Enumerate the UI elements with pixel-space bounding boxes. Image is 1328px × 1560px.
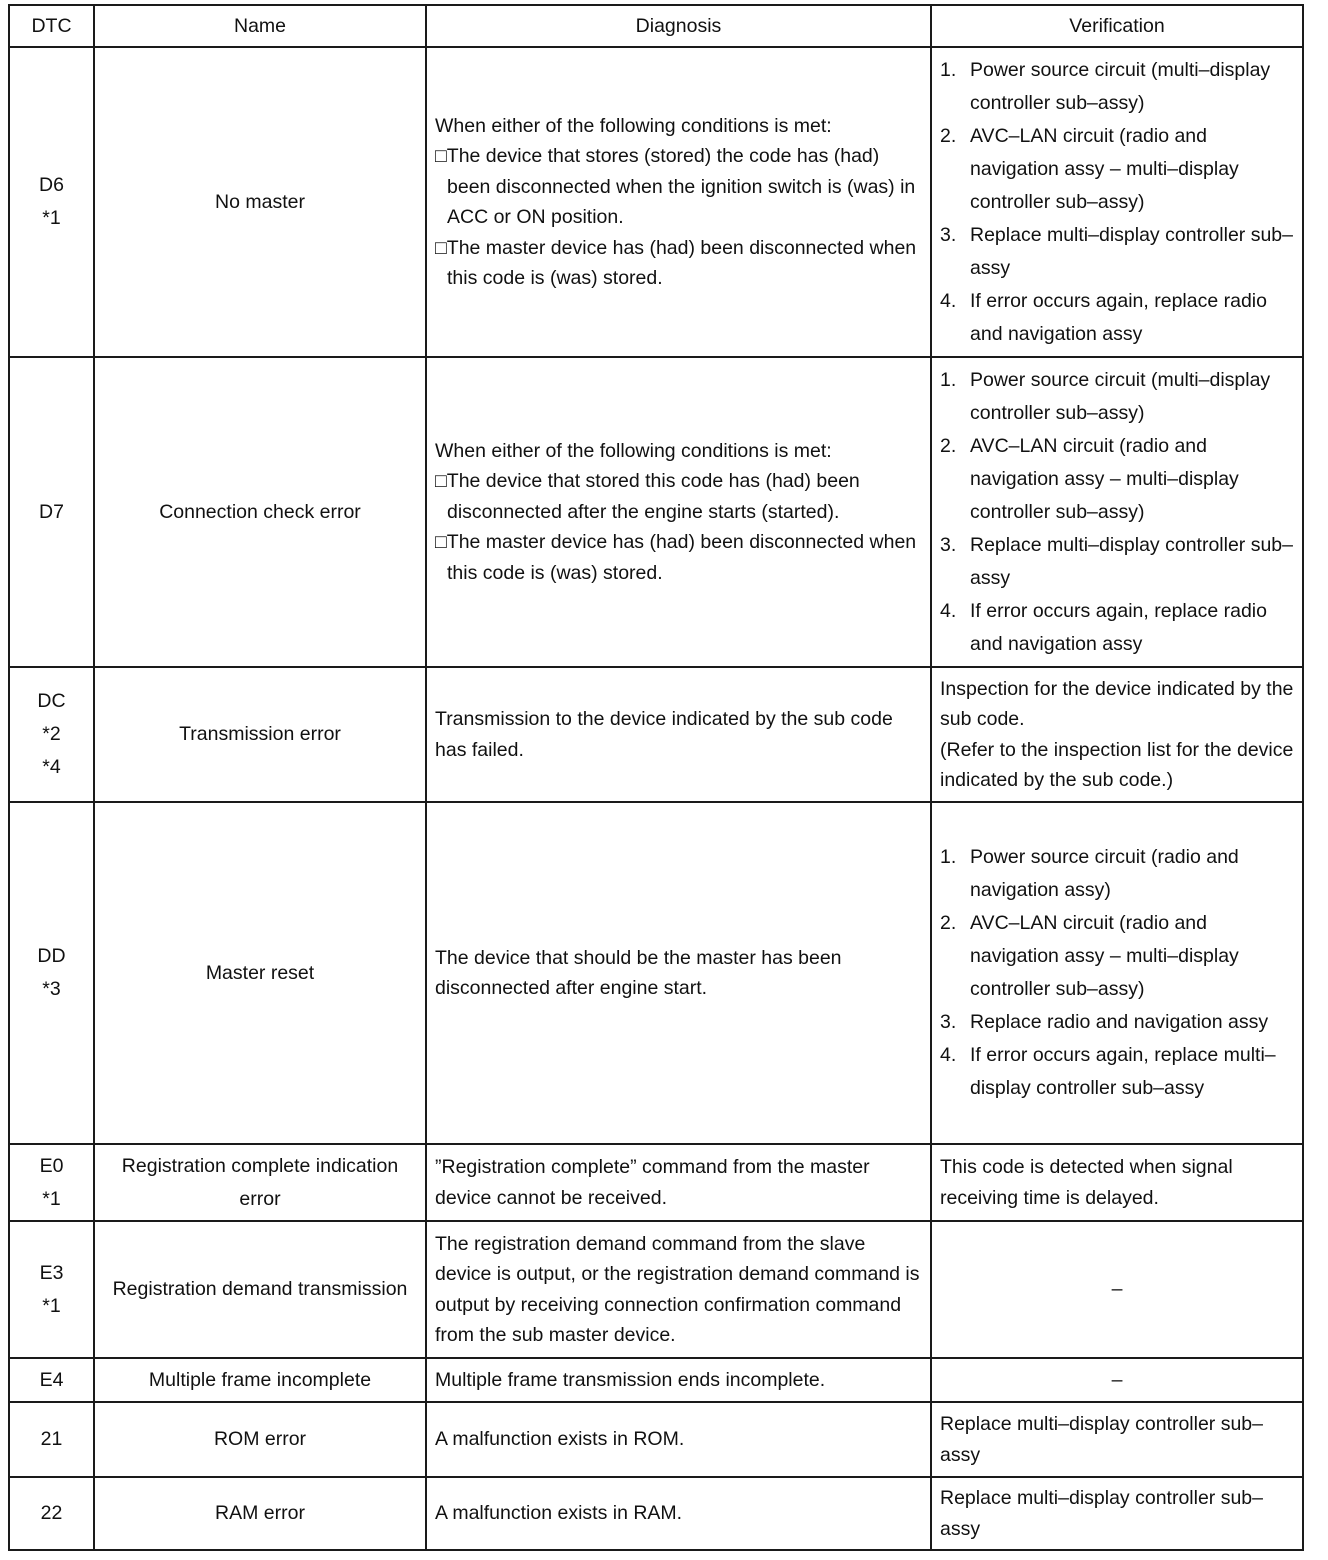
diagnosis-text: ”Registration complete” command from the master device cannot be received. [435,1156,870,1209]
diagnosis-cell [426,802,931,1144]
verification-step: 4. If error occurs again, replace radio and navigation assy [940,599,1267,655]
dtc-code: D6 [39,174,64,196]
dtc-code: 22 [40,1502,63,1524]
table-row [9,1402,1303,1477]
dtc-footnote: *4 [42,756,61,778]
diagnosis-cell [426,47,931,357]
table-row [9,802,1303,1144]
dtc-footnote: *1 [42,1187,61,1210]
dtc-code-cell [9,47,94,357]
header-verification: Verification [931,5,1303,47]
dtc-code: DC [37,690,66,712]
verification-step: 2. AVC–LAN circuit (radio and navigation assy – multi–display controller sub–assy) [940,912,1239,1000]
table-row [9,667,1303,802]
dtc-code-cell [9,1477,94,1550]
dtc-footnote: *3 [42,978,61,1000]
verification-cell: – [931,1221,1303,1358]
dtc-code-cell [9,1358,94,1402]
table-row [9,1144,1303,1221]
diagnosis-bullet: □The device that stores (stored) the code has (had) been disconnected when the ignition switch is (was) in ACC or ON position. [435,145,916,228]
table-row [9,1221,1303,1358]
verification-cell: – [931,1358,1303,1402]
diagnosis-cell [426,357,931,667]
verification-step: 1. Power source circuit (multi–display controller sub–assy) [940,368,1271,424]
dtc-name: RAM error [94,1477,426,1550]
verification-text: Replace multi–display controller sub–assy [940,1487,1263,1540]
header-name: Name [94,5,426,47]
diagnosis-text: Multiple frame transmission ends incomplete. [435,1368,826,1391]
dtc-code: E0 [39,1154,64,1177]
verification-step: 3. Replace multi–display controller sub–assy [940,223,1293,279]
dtc-table [8,4,1304,1551]
verification-text: Replace multi–display controller sub–assy [940,1413,1263,1466]
verification-text: This code is detected when signal receiving time is delayed. [940,1156,1233,1209]
verification-cell [931,1477,1303,1550]
table-row [9,1477,1303,1550]
dtc-footnote: *1 [42,1294,61,1317]
dtc-code: DD [37,945,66,967]
verification-step: 4. If error occurs again, replace multi–display controller sub–assy [940,1044,1276,1099]
diagnosis-text: Transmission to the device indicated by the sub code has failed. [435,708,893,761]
header-dtc: DTC [9,5,94,47]
verification-step: 2. AVC–LAN circuit (radio and navigation assy – multi–display controller sub–assy) [940,124,1239,213]
verification-list [940,841,1294,1105]
verification-step: 3. Replace radio and navigation assy [940,1011,1269,1033]
diagnosis-text: When either of the following conditions is met: [435,114,832,137]
verification-step: 4. If error occurs again, replace radio and navigation assy [940,289,1267,345]
dtc-footnote: *1 [42,207,61,229]
table-row [9,1358,1303,1402]
dtc-code: E4 [39,1368,64,1391]
verification-cell [931,802,1303,1144]
dtc-table-container [8,4,1304,1551]
verification-cell [931,1402,1303,1477]
dtc-name: Connection check error [94,357,426,667]
dtc-name: Master reset [94,802,426,1144]
dtc-code-cell [9,1221,94,1358]
dtc-name: Registration demand transmission [94,1221,426,1358]
diagnosis-text: A malfunction exists in ROM. [435,1428,685,1450]
dtc-name: Registration complete indication error [94,1144,426,1221]
diagnosis-text: When either of the following conditions is met: [435,439,832,462]
verification-step: 3. Replace multi–display controller sub–assy [940,533,1293,589]
header-diagnosis: Diagnosis [426,5,931,47]
diagnosis-bullet: □The master device has (had) been disconnected when this code is (was) stored. [435,236,917,289]
dtc-code-cell [9,357,94,667]
dtc-code: D7 [39,500,64,523]
verification-text: (Refer to the inspection list for the device indicated by the sub code.) [940,738,1294,791]
verification-step: 2. AVC–LAN circuit (radio and navigation assy – multi–display controller sub–assy) [940,434,1239,523]
diagnosis-bullet: □The master device has (had) been disconnected when this code is (was) stored. [435,531,917,584]
dtc-name: Multiple frame incomplete [94,1358,426,1402]
dtc-code: E3 [39,1261,64,1284]
dtc-name: ROM error [94,1402,426,1477]
verification-cell [931,667,1303,802]
verification-text: Inspection for the device indicated by the sub code. [940,677,1294,730]
dtc-name: No master [94,47,426,357]
dtc-code-cell [9,1402,94,1477]
verification-list [940,364,1294,661]
dtc-name: Transmission error [94,667,426,802]
table-row [9,47,1303,357]
diagnosis-text: The registration demand command from the slave device is output, or the registration demand command is output by receiving connection confirmation command from the sub master device. [435,1232,920,1346]
diagnosis-cell [426,1477,931,1550]
table-row [9,357,1303,667]
verification-list [940,54,1294,351]
verification-cell [931,47,1303,357]
dtc-code-cell [9,1144,94,1221]
verification-step: 1. Power source circuit (multi–display controller sub–assy) [940,58,1271,114]
diagnosis-text: The device that should be the master has been disconnected after engine start. [435,946,842,999]
verification-cell [931,357,1303,667]
dtc-code-cell [9,802,94,1144]
dtc-code: 21 [40,1428,63,1450]
diagnosis-cell [426,1358,931,1402]
diagnosis-cell [426,1221,931,1358]
diagnosis-cell [426,1144,931,1221]
verification-step: 1. Power source circuit (radio and navigation assy) [940,846,1239,901]
diagnosis-cell [426,667,931,802]
dtc-footnote: *2 [42,723,61,745]
diagnosis-text: A malfunction exists in RAM. [435,1502,683,1524]
verification-cell [931,1144,1303,1221]
diagnosis-cell [426,1402,931,1477]
dtc-code-cell [9,667,94,802]
header-row [9,5,1303,47]
diagnosis-bullet: □The device that stored this code has (had) been disconnected after the engine starts (started). [435,470,860,523]
